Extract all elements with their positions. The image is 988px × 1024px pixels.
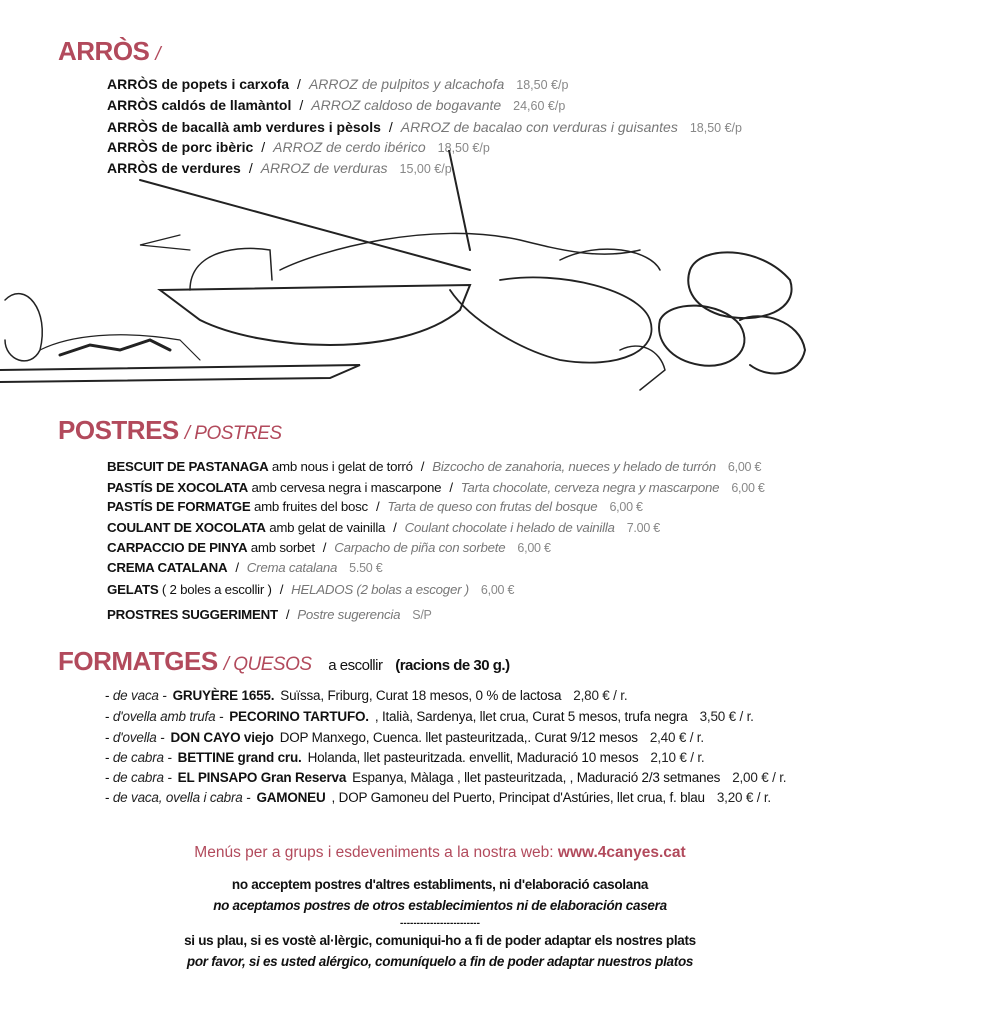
bullet-dash: - [105,688,113,703]
separator: / [299,97,304,113]
dish-desc-ca: amb nous i gelat de torró [268,459,413,474]
menu-item-postre [107,558,382,578]
price: 18,50 €/p [689,121,742,135]
cheese-description: , DOP Gamoneu del Puerto, Principat d'Astúries, llet crua, f. blau [331,790,705,805]
cheese-item [105,728,704,748]
food-sketch-illustration [0,150,988,420]
cheese-item [105,707,754,727]
price: 18,50 €/p [437,141,490,155]
cheese-name: GRUYÈRE 1655. [172,688,275,703]
separator: / [449,480,453,495]
separator: / [420,459,425,474]
dish-name-ca [107,499,368,514]
dish-name-ca [107,607,278,622]
separator: / [285,607,290,622]
dish-name-ca-main: PROSTRES SUGGERIMENT [107,607,278,622]
no-outside-desserts-ca: no acceptem postres d'altres establiments, ni d'elaboració casolana [231,877,649,892]
price: 24,60 €/p [513,99,566,113]
dish-name-ca [107,480,441,495]
menu-item-postre [107,605,432,625]
bullet-dash: - [105,730,113,745]
formatges-portion: (racions de 30 g.) [395,657,510,674]
dish-name-ca: ARRÒS de popets i carxofa [107,76,290,92]
arros-title-sep: / [155,44,161,65]
price: 6,00 € [517,541,551,555]
cheese-item [105,748,704,768]
section-title-formatges [58,646,510,677]
dish-name-es: HELADOS (2 bolas a escoger ) [291,582,469,597]
dish-desc-ca: amb cervesa negra i mascarpone [248,480,442,495]
cheese-milk-type: de vaca, ovella i cabra - [112,790,251,805]
dish-name-ca [107,540,315,555]
dish-desc-ca: amb fruites del bosc [250,499,368,514]
bullet-dash: - [105,770,113,785]
cheese-name: PECORINO TARTUFO. [229,709,369,724]
menu-item-arros [107,117,742,137]
dish-name-ca-main: PASTÍS DE XOCOLATA [107,480,249,495]
dish-name-ca: ARRÒS de porc ibèric [107,139,254,155]
postres-subtitle: / POSTRES [184,423,282,444]
price: 15,00 €/p [399,162,452,176]
menu-item-postre [107,518,660,538]
cheese-description: , Italià, Sardenya, llet crua, Curat 5 mesos, trufa negra [374,709,688,724]
dish-name-ca [107,459,413,474]
dish-desc-ca: amb sorbet [247,540,315,555]
divider: ------------------------ [400,918,480,929]
price: 2,80 € / r. [573,688,628,703]
price: 3,50 € / r. [699,709,754,724]
arros-title: ARRÒS [58,36,150,66]
dish-desc-ca: ( 2 boles a escollir ) [158,582,272,597]
cheese-milk-type: de cabra - [112,750,172,765]
dish-name-es: ARROZ de pulpitos y alcachofa [308,76,505,92]
cheese-milk-type: de cabra - [112,770,172,785]
bullet-dash: - [105,709,113,724]
cheese-item [105,768,786,788]
dish-name-ca: ARRÒS de bacallà amb verdures i pèsols [107,119,381,135]
dish-name-ca-main: PASTÍS DE FORMATGE [107,499,251,514]
price: 6,00 € [731,481,765,495]
separator: / [235,560,239,575]
price: 18,50 €/p [516,78,569,92]
dish-name-es: Postre sugerencia [297,607,401,622]
price: 2,40 € / r. [649,730,704,745]
cheese-item [105,788,771,808]
dish-name-es: Tarta de queso con frutas del bosque [387,499,598,514]
dish-name-ca: ARRÒS caldós de llamàntol [107,97,292,113]
price: 7.00 € [626,521,660,535]
dish-name-ca-main: GELATS [107,582,159,597]
price: S/P [412,608,432,622]
cheese-description: Suïssa, Friburg, Curat 18 mesos, 0 % de lactosa [280,688,562,703]
dish-name-es: Tarta chocolate, cerveza negra y mascarpone [460,480,720,495]
dish-name-ca-main: COULANT DE XOCOLATA [107,520,266,535]
cheese-description: Holanda, llet pasteuritzada. envellit, Maduració 10 mesos [307,750,639,765]
dish-name-ca-main: CREMA CATALANA [107,560,228,575]
dish-desc-ca: amb gelat de vainilla [265,520,386,535]
section-title-postres [58,415,282,446]
dish-name-ca: ARRÒS de verdures [107,160,241,176]
dish-name-es: Coulant chocolate i helado de vainilla [404,520,615,535]
dish-name-es: ARROZ caldoso de bogavante [311,97,502,113]
cheese-milk-type: de vaca - [112,688,167,703]
dish-name-ca [107,582,272,597]
separator: / [388,119,393,135]
separator: / [322,540,327,555]
formatges-note: a escollir [328,657,383,674]
menu-item-postre [107,457,761,477]
menu-item-postre [107,580,514,600]
dish-name-es: ARROZ de bacalao con verduras i guisantes [400,119,678,135]
cheese-description: Espanya, Màlaga , llet pasteuritzada, , Maduració 2/3 setmanes [352,770,721,785]
formatges-subtitle: / QUESOS [223,654,312,675]
groups-menu-note [0,844,880,862]
cheese-milk-type: d'ovella - [112,730,165,745]
separator: / [248,160,253,176]
separator: / [393,520,397,535]
bullet-dash: - [105,750,113,765]
dish-name-ca-main: BESCUIT DE PASTANAGA [107,459,269,474]
price: 6,00 € [727,460,762,474]
dish-name-es: Bizcocho de zanahoria, nueces y helado de turrón [432,459,716,474]
price: 2,10 € / r. [650,750,705,765]
website-link[interactable]: www.4canyes.cat [557,844,686,861]
price: 5.50 € [349,561,383,575]
allergy-note-ca: si us plau, si es vostè al·lèrgic, comuniqui-ho a fi de poder adaptar els nostres plats [184,933,696,948]
dish-name-ca [107,520,385,535]
separator: / [261,139,266,155]
cheese-name: BETTINE grand cru. [177,750,302,765]
dish-name-es: Crema catalana [246,560,338,575]
postres-title: POSTRES [58,415,179,445]
price: 6,00 € [480,583,515,597]
bullet-dash: - [105,790,113,805]
section-title-arros [58,36,160,67]
menu-item-arros [107,74,568,94]
dish-name-es: ARROZ de cerdo ibérico [273,139,426,155]
cheese-description: DOP Manxego, Cuenca. llet pasteuritzada,. Curat 9/12 mesos [279,730,638,745]
price: 3,20 € / r. [716,790,771,805]
menu-item-arros [107,95,565,115]
cheese-milk-type: d'ovella amb trufa - [112,709,224,724]
dish-name-ca [107,560,227,575]
dish-name-es: ARROZ de verduras [260,160,388,176]
formatges-title: FORMATGES [58,646,218,676]
cheese-name: EL PINSAPO Gran Reserva [177,770,347,785]
separator: / [279,582,284,597]
menu-item-postre [107,538,551,558]
cheese-item [105,686,627,706]
price: 2,00 € / r. [732,770,787,785]
separator: / [375,499,380,514]
price: 6,00 € [609,500,643,514]
separator: / [297,76,301,92]
no-outside-desserts-es: no aceptamos postres de otros establecimientos ni de elaboración casera [213,898,667,913]
cheese-name: GAMONEU [256,790,326,805]
dish-name-ca-main: CARPACCIO DE PINYA [107,540,248,555]
dish-name-es: Carpacho de piña con sorbete [334,540,506,555]
menu-item-postre [107,478,765,498]
cheese-name: DON CAYO viejo [170,730,274,745]
web-text: Menús per a grups i esdeveniments a la nostra web: [194,844,554,861]
menu-item-postre [107,497,643,517]
allergy-note-es: por favor, si es usted alérgico, comuníquelo a fin de poder adaptar nuestros platos [186,954,694,969]
